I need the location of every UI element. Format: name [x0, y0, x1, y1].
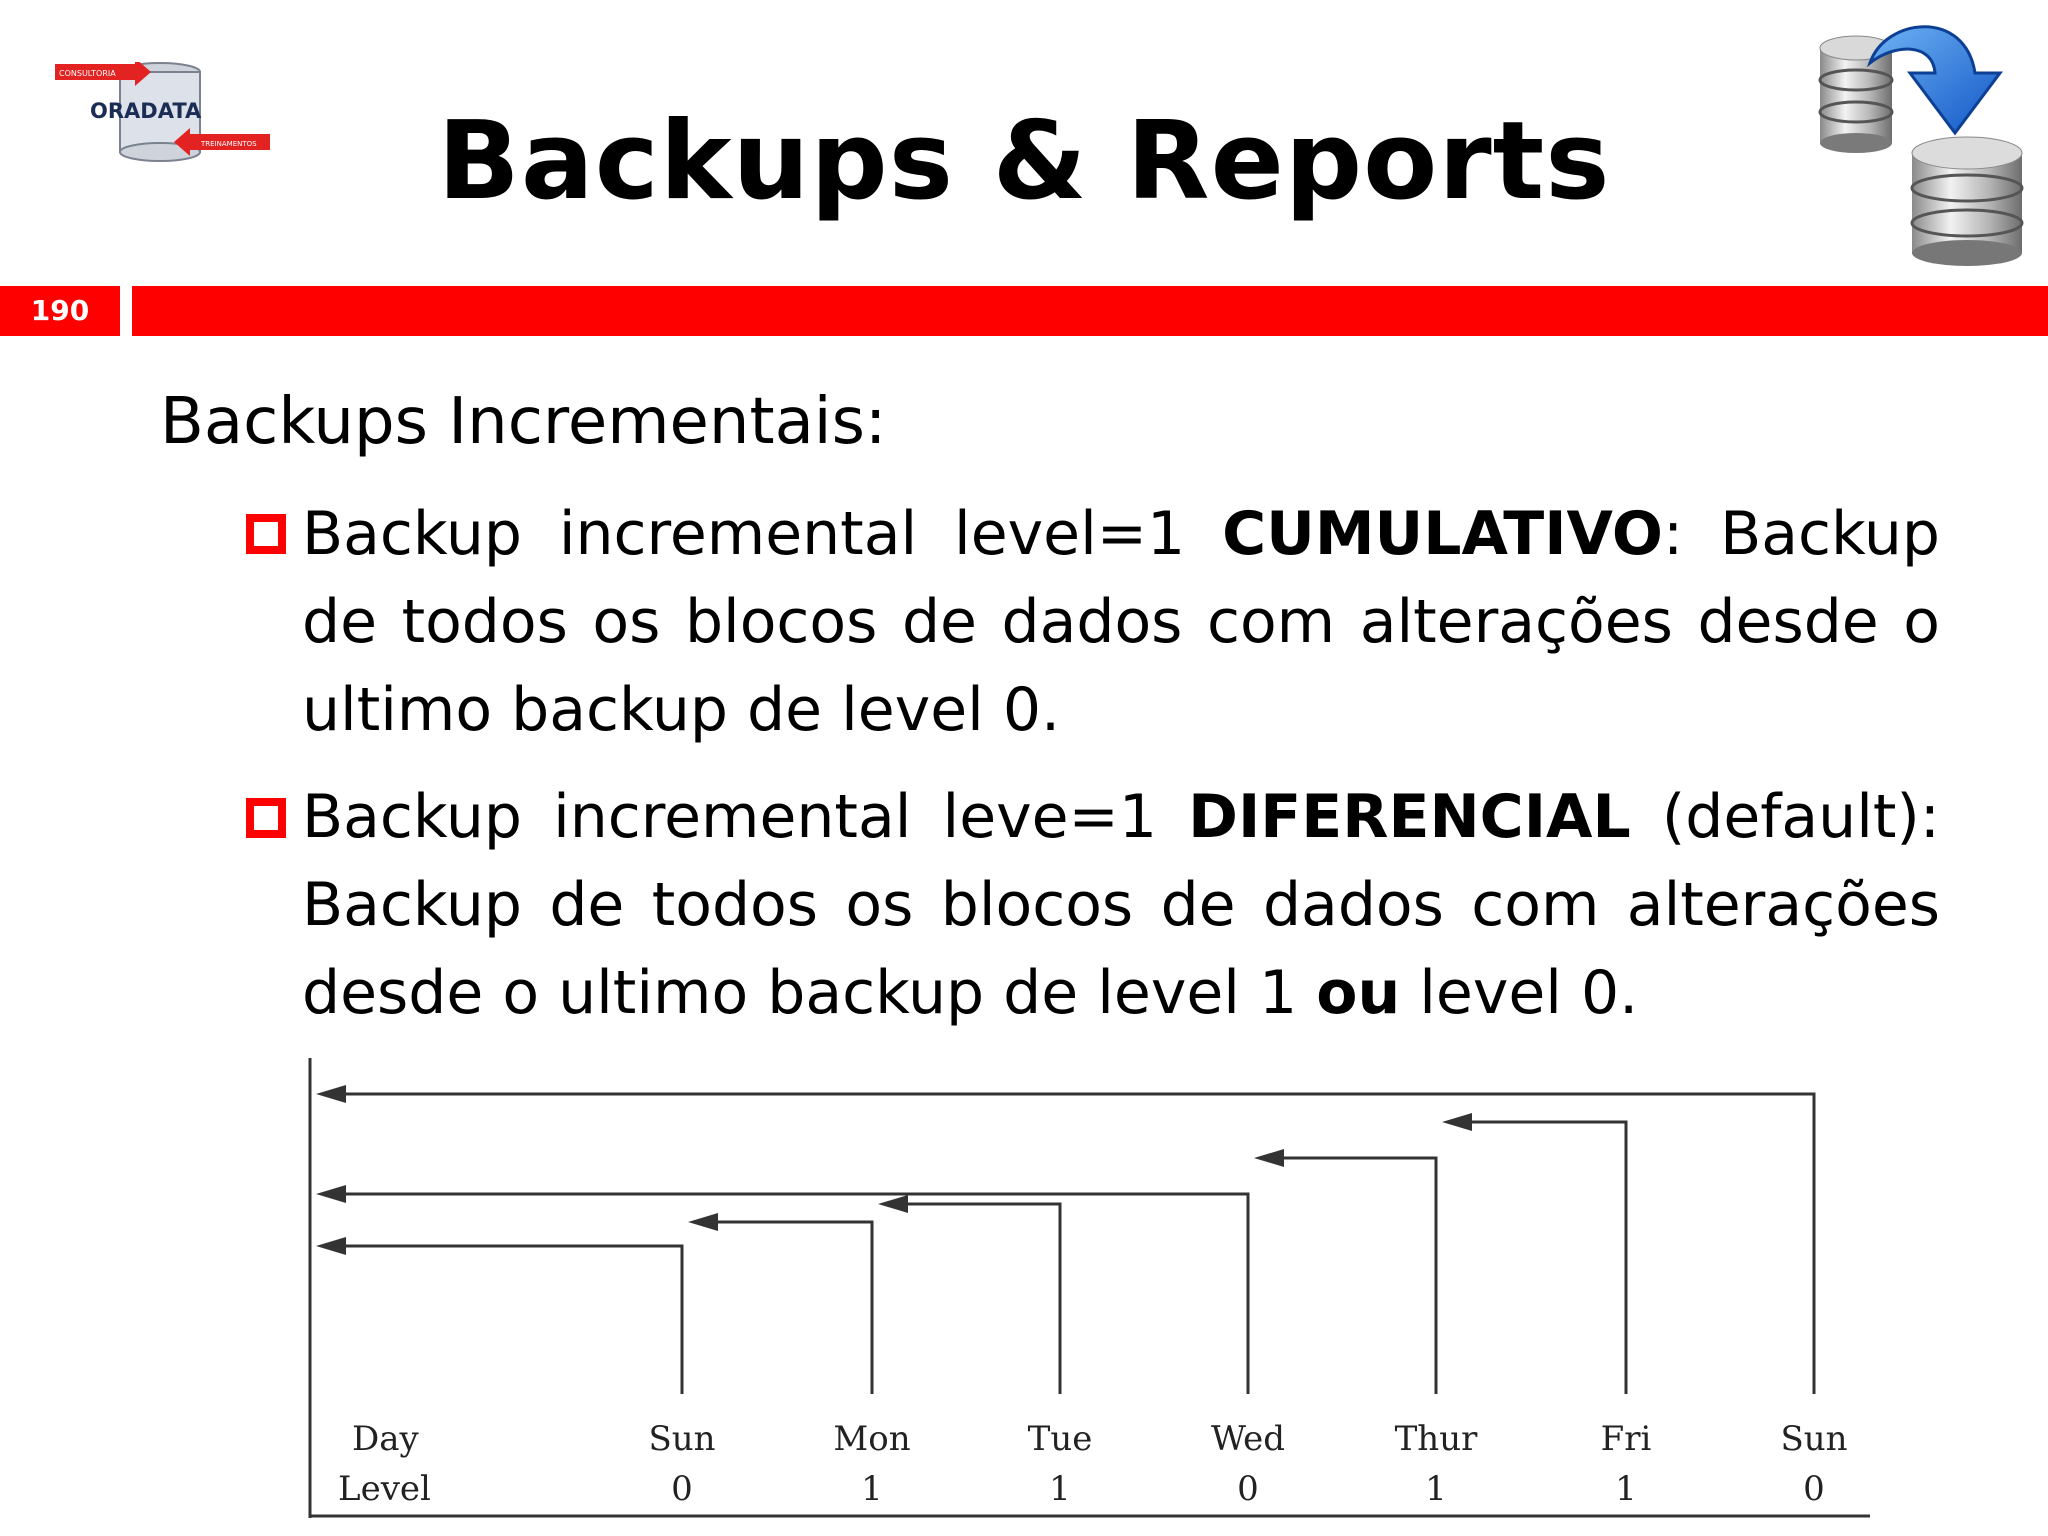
incremental-backup-diagram [290, 1050, 1880, 1530]
backup-reference-arrow [902, 1204, 1060, 1394]
backup-reference-arrow [1466, 1122, 1626, 1394]
header-divider-bar [132, 286, 2048, 336]
bullet-keyword: CUMULATIVO [1222, 499, 1663, 569]
bullet-keyword: DIFERENCIAL [1188, 782, 1631, 852]
level-label: 0 [1237, 1469, 1259, 1509]
day-label: Wed [1210, 1419, 1286, 1459]
bullet-text: level 0. [1400, 958, 1639, 1028]
day-row-label: Day [352, 1419, 419, 1459]
bullet-text: : Backup de todos os blocos de dados com alterações desde o ultimo backup de level 0. [302, 499, 1940, 745]
level-label: 1 [861, 1469, 883, 1509]
backup-reference-arrow [712, 1222, 872, 1394]
bullet-diferencial [302, 773, 1940, 1037]
logo-bottom-text: TREINAMENTOS [201, 140, 257, 148]
section-heading: Backups Incrementais: [160, 385, 887, 459]
level-label: 1 [1049, 1469, 1071, 1509]
arrow-head-icon [316, 1185, 346, 1203]
level-row-label: Level [338, 1469, 431, 1509]
day-label: Tue [1027, 1419, 1093, 1459]
backup-reference-arrow [340, 1194, 1248, 1394]
arrow-head-icon [688, 1213, 718, 1231]
logo-brand: ORADATA [90, 99, 202, 123]
target-database-icon [1912, 137, 2022, 266]
backup-reference-arrow [340, 1246, 682, 1394]
day-label: Fri [1600, 1419, 1652, 1459]
arrow-head-icon [316, 1085, 346, 1103]
database-backup-icon [1815, 18, 2030, 268]
bullet-marker-icon [246, 798, 286, 838]
level-label: 0 [671, 1469, 693, 1509]
day-label: Sun [1780, 1419, 1848, 1459]
logo-top-text: CONSULTORIA [59, 69, 116, 78]
level-label: 1 [1425, 1469, 1447, 1509]
day-label: Sun [648, 1419, 716, 1459]
arrow-head-icon [1442, 1113, 1472, 1131]
level-label: 1 [1615, 1469, 1637, 1509]
backup-reference-arrow [340, 1094, 1814, 1394]
arrow-head-icon [1254, 1149, 1284, 1167]
bullet-marker-icon [246, 514, 286, 554]
backup-reference-arrow [1278, 1158, 1436, 1394]
bullet-text: Backup incremental leve=1 [302, 782, 1189, 852]
bullet-text: (default): Backup de todos os blocos de dados com alterações desde o ultimo backup de level 1 [302, 782, 1941, 1028]
bullet-keyword: ou [1316, 958, 1401, 1028]
slide-title: Backups & Reports [437, 99, 1611, 224]
day-label: Mon [833, 1419, 911, 1459]
bullet-cumulativo [302, 490, 1940, 754]
arrow-head-icon [316, 1237, 346, 1255]
bullet-text: Backup incremental level=1 [302, 499, 1223, 569]
slide-number: 190 [0, 286, 120, 336]
level-label: 0 [1803, 1469, 1825, 1509]
arrow-head-icon [878, 1195, 908, 1213]
day-label: Thur [1394, 1419, 1478, 1459]
